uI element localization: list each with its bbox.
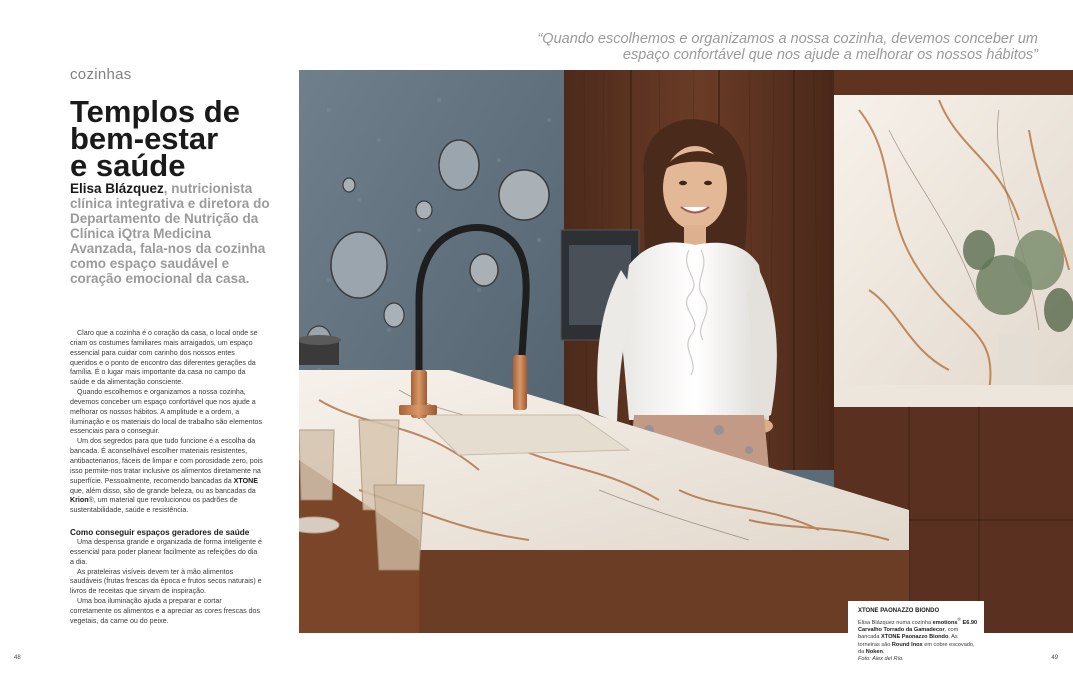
caption-text-3: . As torneiras são [858, 634, 958, 648]
body-paragraph-2: Quando escolhemos e organizamos a nossa cozinha, devemos conceber um espaço confortável que nos ajude a melhorar os nossos hábitos. A amplitude e a ordem, a iluminação e os materiais do local de trabalho são elementos essenciais para o conseguir. [70, 388, 263, 436]
brand-xtone: XTONE [233, 476, 258, 485]
headline-line-1: Templos de [70, 94, 240, 129]
caption-bold-noken: Noken [865, 648, 883, 655]
page-number-left: 48 [14, 655, 21, 661]
caption-bold-tap: Round Inox [891, 641, 923, 648]
brand-krion: Krion [70, 496, 89, 505]
body-column [70, 329, 263, 627]
caption-text-5: . [882, 648, 885, 655]
caption-title: XTONE PAONAZZO BIONDO [858, 608, 940, 614]
pull-quote-line-1: “Quando escolhemos e organizamos a nossa cozinha, devemos conceber um [537, 31, 1038, 47]
body-paragraph-3-c: ®, um material que revolucionou os padrões de sustentabilidade, saúde e resistência. [70, 496, 238, 515]
photo-credit: Foto: Alex del Río. [858, 656, 904, 663]
photo-caption [848, 601, 984, 670]
caption-bold-finish: E6.90 Carvalho Torrado da Gamadecor [858, 620, 978, 634]
caption-text-2: , com bancada [858, 627, 959, 641]
cooking-pot [299, 335, 341, 365]
body-paragraph-3-a: Um dos segredos para que tudo funcione é a escolha da bancada. É aconselhável escolher materiais resistentes, antibacterianos, fáceis de limpar e com porosidade zero, pois isso permite-nos tratar inclusive os alimentos diretamente na superfície. Pessoalmente, recomendo bancadas da [70, 437, 263, 485]
caption-text [858, 616, 978, 656]
kitchen-photo-illustration [299, 70, 1073, 633]
caption-bold-countertop: XTONE Paonazzo Biondo [881, 634, 949, 641]
body-paragraph-6: Uma boa iluminação ajuda a preparar e cortar corretamente os alimentos e a apreciar as cores frescas dos vegetais, da carne ou do peixe. [70, 597, 261, 625]
body-paragraph-5: As prateleiras visíveis devem ter à mão alimentos saudáveis (frutas frescas da época e frutos secos naturais) e livros de receitas que sirvam de inspiração. [70, 567, 262, 596]
article-lead [70, 181, 270, 286]
caption-text-1: Elisa Blázquez numa cozinha [858, 620, 933, 627]
kitchen-photo [299, 70, 1073, 633]
article-headline [70, 94, 280, 183]
lead-text: , nutricionista clínica integrativa e diretora do Departamento de Nutrição da Clínica iQtra Medicina Avanzada, fala-nos da cozinha como espaço saudável e coração emocional da casa. [70, 181, 270, 286]
body-paragraph-3 [70, 437, 263, 516]
headline-line-2: bem-estar [70, 121, 219, 156]
body-paragraph-4: Uma despensa grande e organizada de forma inteligente é essencial para poder planear facilmente as refeições do dia a dia. [70, 538, 262, 566]
pull-quote [518, 31, 1038, 63]
section-label: cozinhas [70, 66, 132, 83]
caption-bold-emotions: emotions [932, 620, 958, 627]
body-paragraph-3-b: que, além disso, são de grande beleza, ou as bancadas da [70, 486, 256, 495]
marble-shelf [834, 385, 1073, 407]
caption-text-4: em cobre escovado, da [858, 641, 975, 655]
body-subhead: Como conseguir espaços geradores de saúde [70, 528, 250, 538]
body-paragraph-1: Claro que a cozinha é o coração da casa, o local onde se criam os costumes familiares mais arraigados, um espaço essencial para cuidar com carinho dos nossos entes queridos e o ponto de encontro das diferentes gerações da família. É o lugar mais importante da casa no campo da saúde e da alimentação consciente. [70, 329, 258, 387]
pull-quote-line-2: espaço confortável que nos ajude a melhorar os nossos hábitos” [622, 47, 1038, 63]
page-number-right: 49 [1051, 655, 1058, 661]
caption-registered: ® [957, 617, 961, 623]
lead-name: Elisa Blázquez [70, 181, 164, 196]
headline-line-3: e saúde [70, 148, 186, 183]
